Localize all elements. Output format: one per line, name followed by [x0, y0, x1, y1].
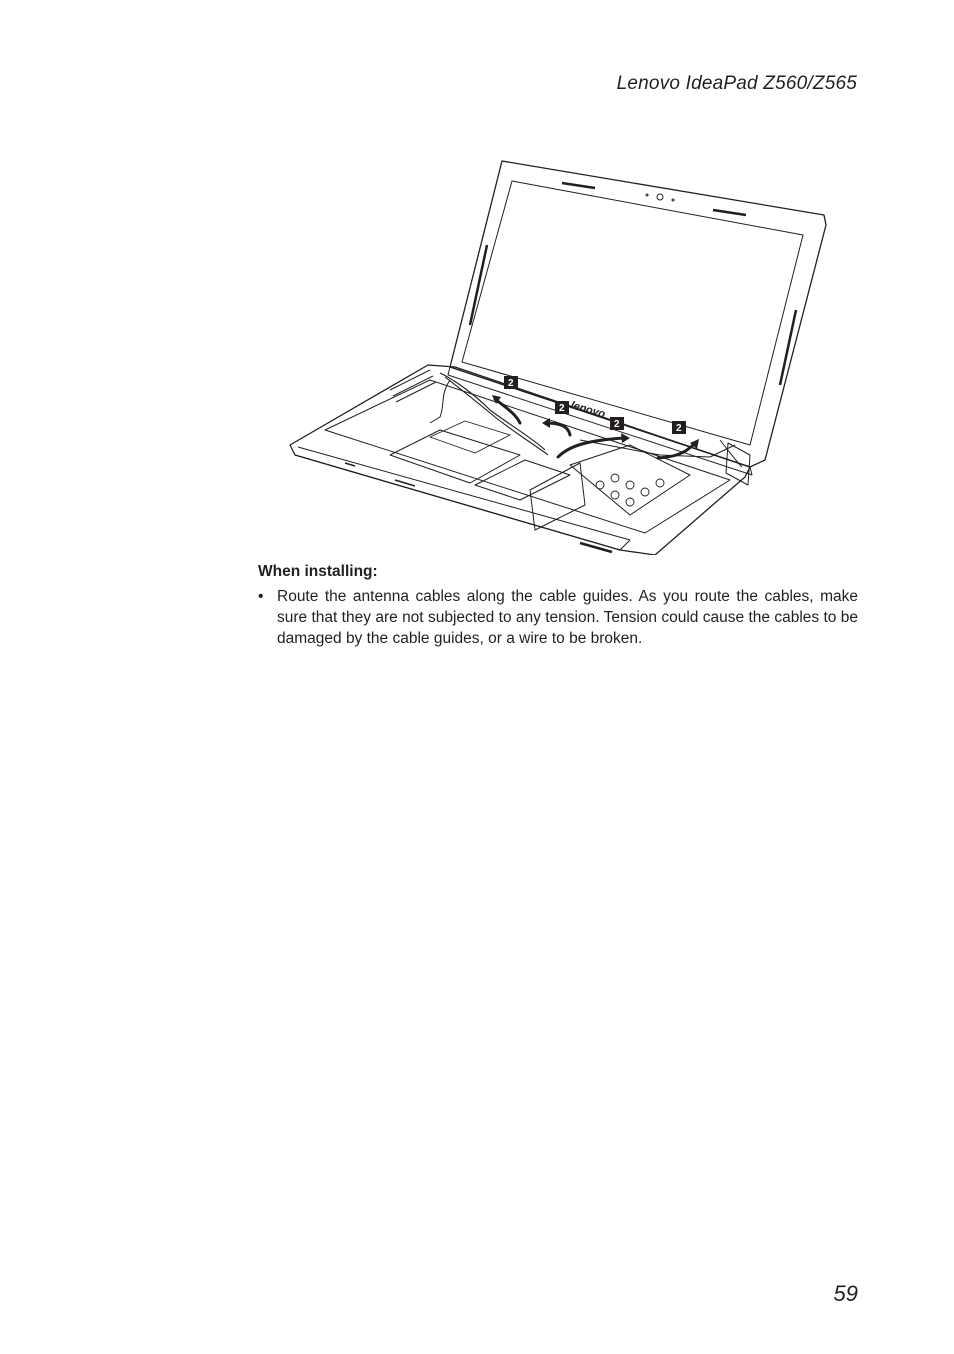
callout-4: [672, 421, 686, 434]
callout-2: [555, 401, 569, 414]
base-chassis: [290, 365, 750, 555]
page-header-title: Lenovo IdeaPad Z560/Z565: [616, 73, 857, 94]
lenovo-logo: lenovo: [569, 399, 607, 421]
laptop-illustration: [280, 155, 840, 555]
instruction-list: [258, 586, 858, 649]
callout-label-2: 2: [559, 403, 565, 414]
instruction-item: [258, 586, 858, 649]
page-number: 59: [833, 1281, 858, 1306]
section-heading: When installing:: [258, 563, 378, 580]
laptop-drawing: [280, 155, 840, 555]
instruction-text: Route the antenna cables along the cable guides. As you route the cables, make sure that they are not subjected to any tension. Tension could cause the cables to be damaged by the cable guides, or a wire to be broken.: [277, 588, 858, 647]
bullet-glyph: •: [258, 588, 264, 605]
callout-3: [610, 417, 624, 430]
callout-label-1: 2: [508, 378, 514, 389]
callout-label-4: 2: [676, 423, 682, 434]
callout-1: [504, 376, 518, 389]
route-arrow-3: [558, 438, 625, 457]
display-panel: [462, 181, 803, 445]
callout-label-3: 2: [614, 419, 620, 430]
